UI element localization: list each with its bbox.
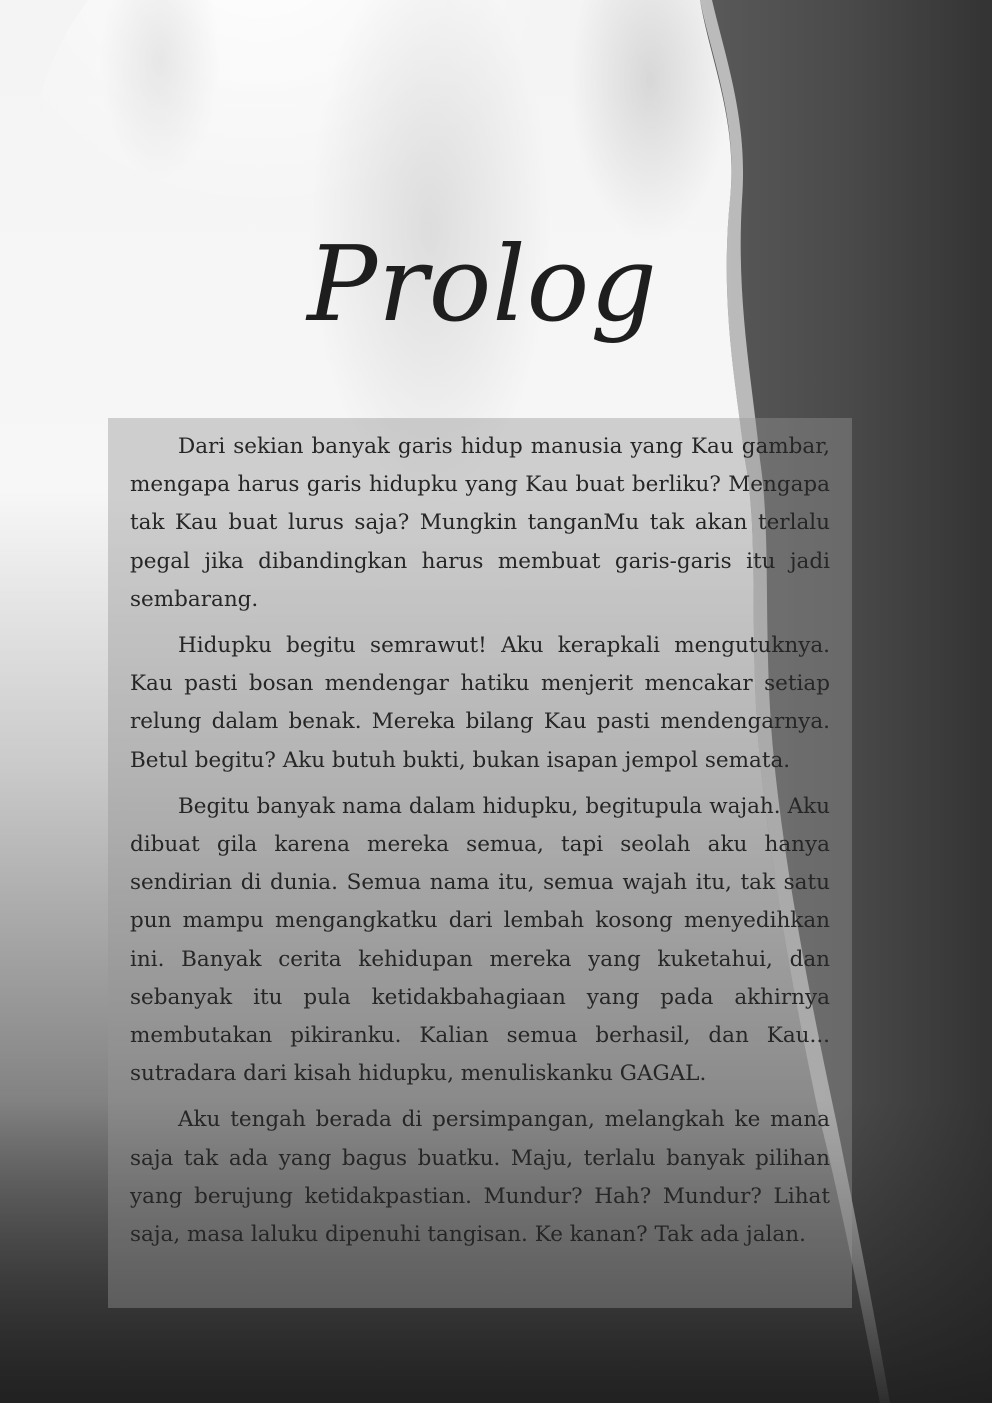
paragraph: Begitu banyak nama dalam hidupku, begitupula wajah. Aku dibuat gila karena mereka semua, tapi seolah aku hanya sendirian di dunia. Semua nama itu, semua wajah itu, tak satu pun mampu mengangkatku dari lembah kosong menyedihkan ini. Banyak cerita kehidupan mereka yang kuketahui, dan sebanyak itu pula ketidakbahagiaan yang pada akhirnya membutakan pikiranku. Kalian semua berhasil, dan Kau... sutradara dari kisah hidupku, menuliskanku GAGAL.	[130, 793, 830, 1087]
page-title: Prolog	[307, 223, 658, 345]
paragraph: Dari sekian banyak garis hidup manusia yang Kau gambar, mengapa harus garis hidupku yang Kau buat berliku? Mengapa tak Kau buat lurus saja? Mungkin tanganMu tak akan terlalu pegal jika dibandingkan harus membuat garis-garis itu jadi sembarang.	[130, 434, 830, 612]
paragraph: Aku tengah berada di persimpangan, melangkah ke mana saja tak ada yang bagus buatku. Maju, terlalu banyak pilihan yang berujung ketidakpastian. Mundur? Hah? Mundur? Lihat saja, masa laluku dipenuhi tangisan. Ke kanan? Tak ada jalan.	[130, 1107, 830, 1248]
prologue-text	[130, 428, 830, 1262]
paragraph: Hidupku begitu semrawut! Aku kerapkali mengutuknya. Kau pasti bosan mendengar hatiku menjerit mencakar setiap relung dalam benak. Mereka bilang Kau pasti mendengarnya. Betul begitu? Aku butuh bukti, bukan isapan jempol semata.	[130, 633, 830, 773]
